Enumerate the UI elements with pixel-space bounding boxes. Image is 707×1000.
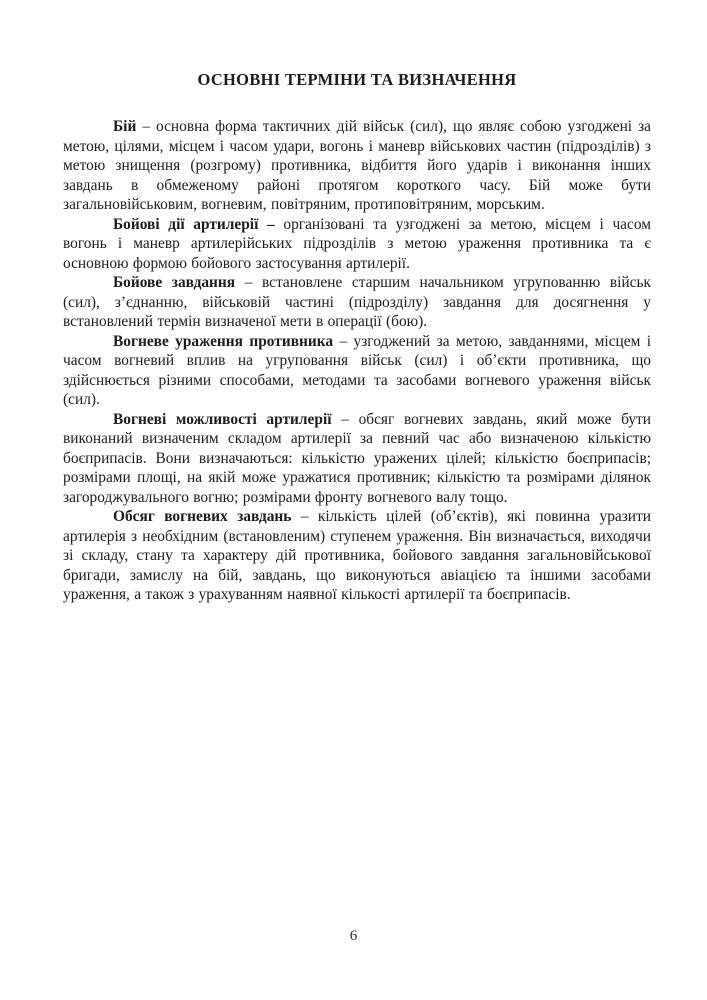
term-vohnevi-mozhlyvosti: Вогневі можливості артилерії	[113, 410, 332, 428]
definition-paragraph-vohneve-urazhennia	[63, 332, 651, 410]
text-block	[63, 70, 651, 605]
term-boyovi-dii: Бойові дії артилерії –	[113, 215, 275, 233]
term-boyove-zavdannia: Бойове завдання	[113, 274, 236, 291]
page-number: 6	[349, 928, 358, 944]
definition-paragraph-vohnevi-mozhlyvosti	[63, 410, 651, 508]
definition-text: – узгоджений за метою, завданнями, місцем і часом вогневий вплив на угруповання військ (сил) і об’єкти противника, що здійснюється різними способами, методами та засобами вогневого ураження військ (сил).	[63, 332, 651, 408]
term-obsiah-zavdan: Обсяг вогневих завдань	[113, 508, 292, 525]
definition-paragraph-boyove-zavdannia	[63, 273, 651, 332]
definition-paragraph-boyovi-dii	[63, 215, 651, 274]
definition-text: – основна форма тактичних дій військ (сил), що являє собою узгоджені за метою, цілями, місцем і часом удари, вогонь і маневр військових частин (підрозділів) з метою знищення (розгрому) противника, відбиття його ударів і виконання інших завдань в обмеженому районі протягом короткого часу. Бій може бути загальновійськовим, вогневим, повітряним, протиповітряним, морським.	[63, 118, 651, 213]
definition-text: – обсяг вогневих завдань, який може бути виконаний визначеним складом артилерії за певний час або визначеною кількістю боєприпасів. Вони визначаються: кількістю уражених цілей; кількістю боєприпасів; розмірами площі, на якій може уражатися противник; кількістю та розмірами ділянок загороджувального вогню; розмірами фронту вогневого валу тощо.	[63, 410, 651, 506]
definition-text: – встановлене старшим начальником угрупованню військ (сил), з’єднанню, військовій частині (підрозділу) завдання для досягнення у встановлений термін визначеної мети в операції (бою).	[63, 274, 651, 330]
definition-text: – кількість цілей (об’єктів), які повинна уразити артилерія з необхідним (встановленим) ступенем ураження. Він визначається, виходячи зі складу, стану та характеру дій противника, бойового завдання загальновійськової бригади, замислу на бій, завдань, що виконуються авіацією та іншими засобами ураження, а також з урахуванням наявної кількості артилерії та боєприпасів.	[63, 508, 651, 603]
definition-text: організовані та узгоджені за метою, місцем і часом вогонь і маневр артилерійських підрозділів з метою ураження противника та є основною формою бойового застосування артилерії.	[63, 215, 651, 272]
definition-paragraph-obsiah-zavdan	[63, 507, 651, 605]
page-title: ОСНОВНІ ТЕРМІНИ ТА ВИЗНАЧЕННЯ	[197, 70, 517, 89]
definition-paragraph-biy	[63, 117, 651, 215]
term-biy: Бій	[113, 118, 137, 135]
term-vohneve-urazhennia: Вогневе ураження противника	[113, 332, 334, 350]
